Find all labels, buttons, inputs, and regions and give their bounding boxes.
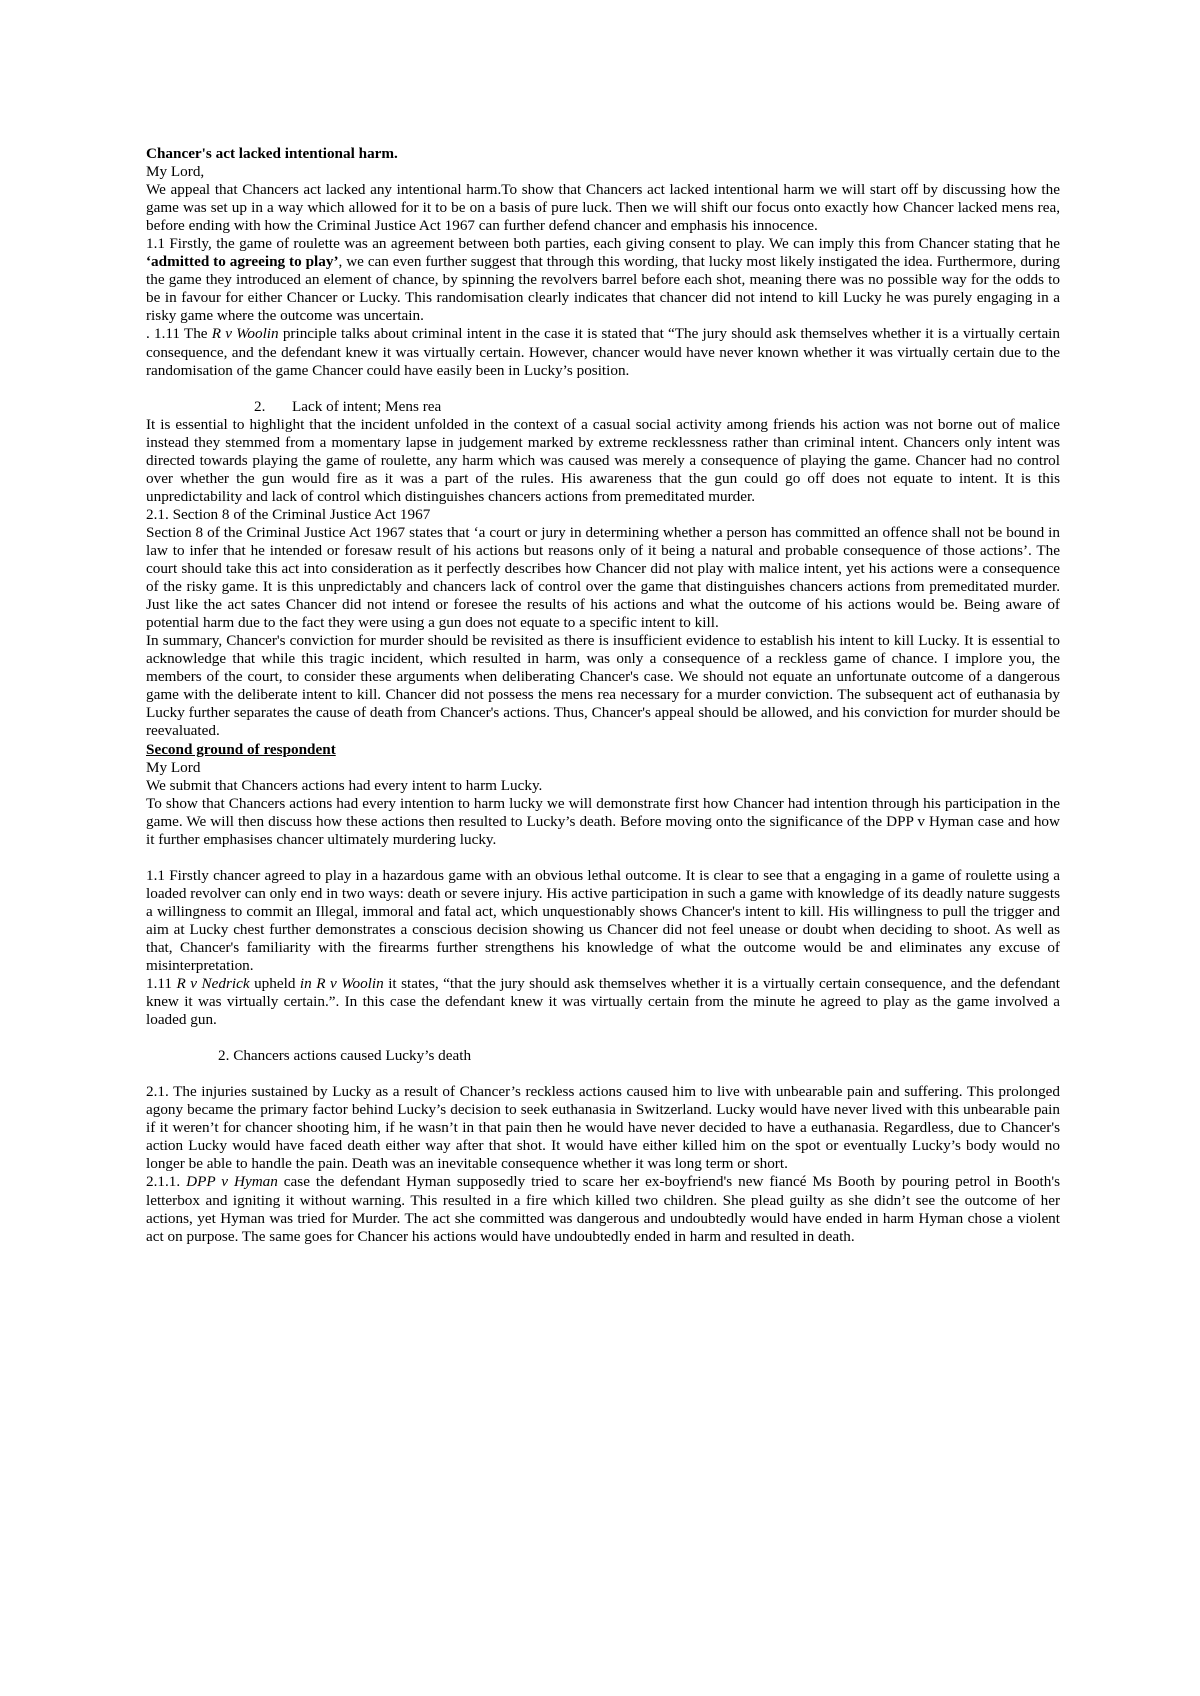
respondent-paragraph-1-1: 1.1 Firstly chancer agreed to play in a hazardous game with an obvious lethal outcome. It is clear to see that a engaging in a game of roulette using a loaded revolver can only end in two ways: death or severe injury. His active participation in such a game with knowledge of its deadly nature suggests a willingness to commit an Illegal, immoral and fatal act, which unquestionably shows Chancer's intent to kill. His willingness to pull the trigger and aim at Lucky chest further demonstrates a conscious decision showing us Chancer did not feel unease or doubt when deciding to shoot. As well as that, Chancer's familiarity with the firearms further strengthens his knowledge of what the outcome would be and eliminates any excuse of misinterpretation. — [146, 866, 1060, 975]
summary-paragraph: In summary, Chancer's conviction for murder should be revisited as there is insufficient evidence to establish his intent to kill Lucky. It is essential to acknowledge that while this tragic incident, which resulted in harm, was only a consequence of a reckless game of chance. I implore you, the members of the court, to consider these arguments when deliberating Chancer's case. We should not equate an unfortunate outcome of a dangerous game with the deliberate intent to kill. Chancer did not possess the mens rea necessary for a murder conviction. The subsequent act of euthanasia by Lucky further separates the cause of death from Chancer's actions. Thus, Chancer's appeal should be allowed, and his conviction for murder should be reevaluated. — [146, 632, 1060, 740]
numbered-heading-respondent-2: 2. Chancers actions caused Lucky’s death — [218, 1047, 472, 1065]
respondent-paragraph-2-1-1 — [146, 1173, 1060, 1245]
paragraph-text: it states, “that the jury should ask themselves whether it is a virtually certain consequence, and the defendant knew it was virtually certain.”. In this case the defendant knew it was virtually certain from the minute he agreed to play as the game involved a loaded gun. — [146, 975, 1060, 1029]
heading-text: Lack of intent; Mens rea — [291, 397, 442, 415]
section-heading-appellant: Chancer's act lacked intentional harm. — [146, 145, 398, 162]
paragraph-2-1: Section 8 of the Criminal Justice Act 1967 states that ‘a court or jury in determining whether a person has committed an offence shall not be bound in law to infer that he intended or foresaw result of his actions but reasons only of it being a natural and probable consequence of those actions’. The court should take this act into consideration as it perfectly describes how Chancer did not play with malice intent, yet his actions were a consequence of the risky game. It is this unpredictably and chancers lack of control over the game that distinguishes chancers actions from premeditated murder. Just like the act sates Chancer did not intend or foresee the results of his actions and what the outcome of his actions would be. Being aware of potential harm due to the fact they were using a gun does not equate to a specific intent to kill. — [146, 523, 1060, 632]
paragraph-text: 2.1.1. — [146, 1173, 187, 1191]
paragraph-text: . 1.11 The — [146, 325, 212, 343]
document-page — [146, 145, 1060, 1246]
spacer — [146, 380, 1060, 398]
intro-paragraph: We appeal that Chancers act lacked any intentional harm.To show that Chancers act lacked intentional harm we will start off by discussing how the game was set up in a way which allowed for it to be on a basis of pure luck. Then we will shift our focus onto exactly how Chancer lacked mens rea, before ending with how the Criminal Justice Act 1967 can further defend chancer and emphasis his innocence. — [146, 181, 1060, 235]
submission-line: We submit that Chancers actions had every intent to harm Lucky. — [146, 776, 543, 794]
paragraph-text: case the defendant Hyman supposedly tried to scare her ex-boyfriend's new fiancé Ms Booth by pouring petrol in Booth's letterbox and igniting it without warning. This resulted in a fire which killed two children. She plead guilty as she didn’t see the outcome of her actions, yet Hyman was tried for Murder. The act she committed was dangerous and undoubtedly would have ended in harm Hyman chose a violent act on purpose. The same goes for Chancer his actions would have undoubtedly ended in harm and resulted in death. — [146, 1173, 1061, 1245]
subheading-2-1: 2.1. Section 8 of the Criminal Justice Act 1967 — [146, 505, 431, 523]
paragraph-text: 1.1 Firstly, the game of roulette was an agreement between both parties, each giving consent to play. We can imply this from Chancer stating that he — [146, 235, 1060, 253]
heading-number: 2. — [254, 397, 266, 415]
section-heading-respondent: Second ground of respondent — [146, 740, 336, 758]
case-name: DPP v Hyman — [186, 1173, 278, 1191]
bold-quote: ‘admitted to agreeing to play’ — [146, 253, 339, 271]
paragraph-text: principle talks about criminal intent in the case it is stated that “The jury should ask themselves whether it is a virtually certain consequence, and the defendant knew it was virtually certain. However, chancer would have never known whether it was virtually certain due to the randomisation of the game Chancer could have easily been in Lucky’s position. — [146, 325, 1060, 379]
respondent-paragraph-2-1: 2.1. The injuries sustained by Lucky as a result of Chancer’s reckless actions caused him to live with unbearable pain and suffering. This prolonged agony became the primary factor behind Lucky’s decision to seek euthanasia in Switzerland. Lucky would have never lived with this unbearable pain if it weren’t for chancer shooting him, if he wasn’t in that pain then he would have never decided to have a euthanasia. Regardless, due to Chancer's action Lucky would have faced death either way after that shot. It would have either killed him on the spot or eventually Lucky’s body would no longer be able to handle the pain. Death was an inevitable consequence whether it was long term or short. — [146, 1083, 1060, 1173]
case-name: in R v Woolin — [299, 975, 384, 993]
paragraph-1-1 — [146, 235, 1060, 325]
spacer — [146, 1029, 1060, 1047]
numbered-heading-2 — [146, 398, 1060, 416]
spacer — [146, 849, 1060, 867]
respondent-paragraph-1-11 — [146, 975, 1060, 1029]
case-name: R v Woolin — [211, 325, 279, 343]
salutation: My Lord — [146, 758, 201, 776]
paragraph-text: upheld — [249, 975, 300, 993]
salutation: My Lord, — [146, 163, 205, 181]
paragraph-1-11 — [146, 325, 1060, 379]
spacer — [146, 1065, 1060, 1083]
paragraph-text: 1.11 — [146, 975, 177, 993]
paragraph-text: , we can even further suggest that through this wording, that lucky most likely instigated the idea. Furthermore, during the game they introduced an element of chance, by spinning the revolvers barrel before each shot, meaning there was no possible way for the odds to be in favour for either Chancer or Lucky. This randomisation clearly indicates that chancer did not intend to kill Lucky he was purely engaging in a risky game where the outcome was uncertain. — [146, 253, 1060, 325]
intro-paragraph-respondent: To show that Chancers actions had every intention to harm lucky we will demonstrate first how Chancer had intention through his participation in the game. We will then discuss how these actions then resulted to Lucky’s death. Before moving onto the significance of the DPP v Hyman case and how it further emphasises chancer ultimately murdering lucky. — [146, 794, 1060, 848]
case-name: R v Nedrick — [176, 975, 250, 993]
paragraph-2: It is essential to highlight that the incident unfolded in the context of a casual social activity among friends his action was not borne out of malice instead they stemmed from a momentary lapse in judgement marked by extreme recklessness rather than criminal intent. Chancers only intent was directed towards playing the game of roulette, any harm which was caused was merely a consequence of playing the game. Chancer had no control over whether the gun would fire as it was a part of the rules. His awareness that the gun could go off does not equate to intent. It is this unpredictability and lack of control which distinguishes chancers actions from premeditated murder. — [146, 415, 1060, 505]
